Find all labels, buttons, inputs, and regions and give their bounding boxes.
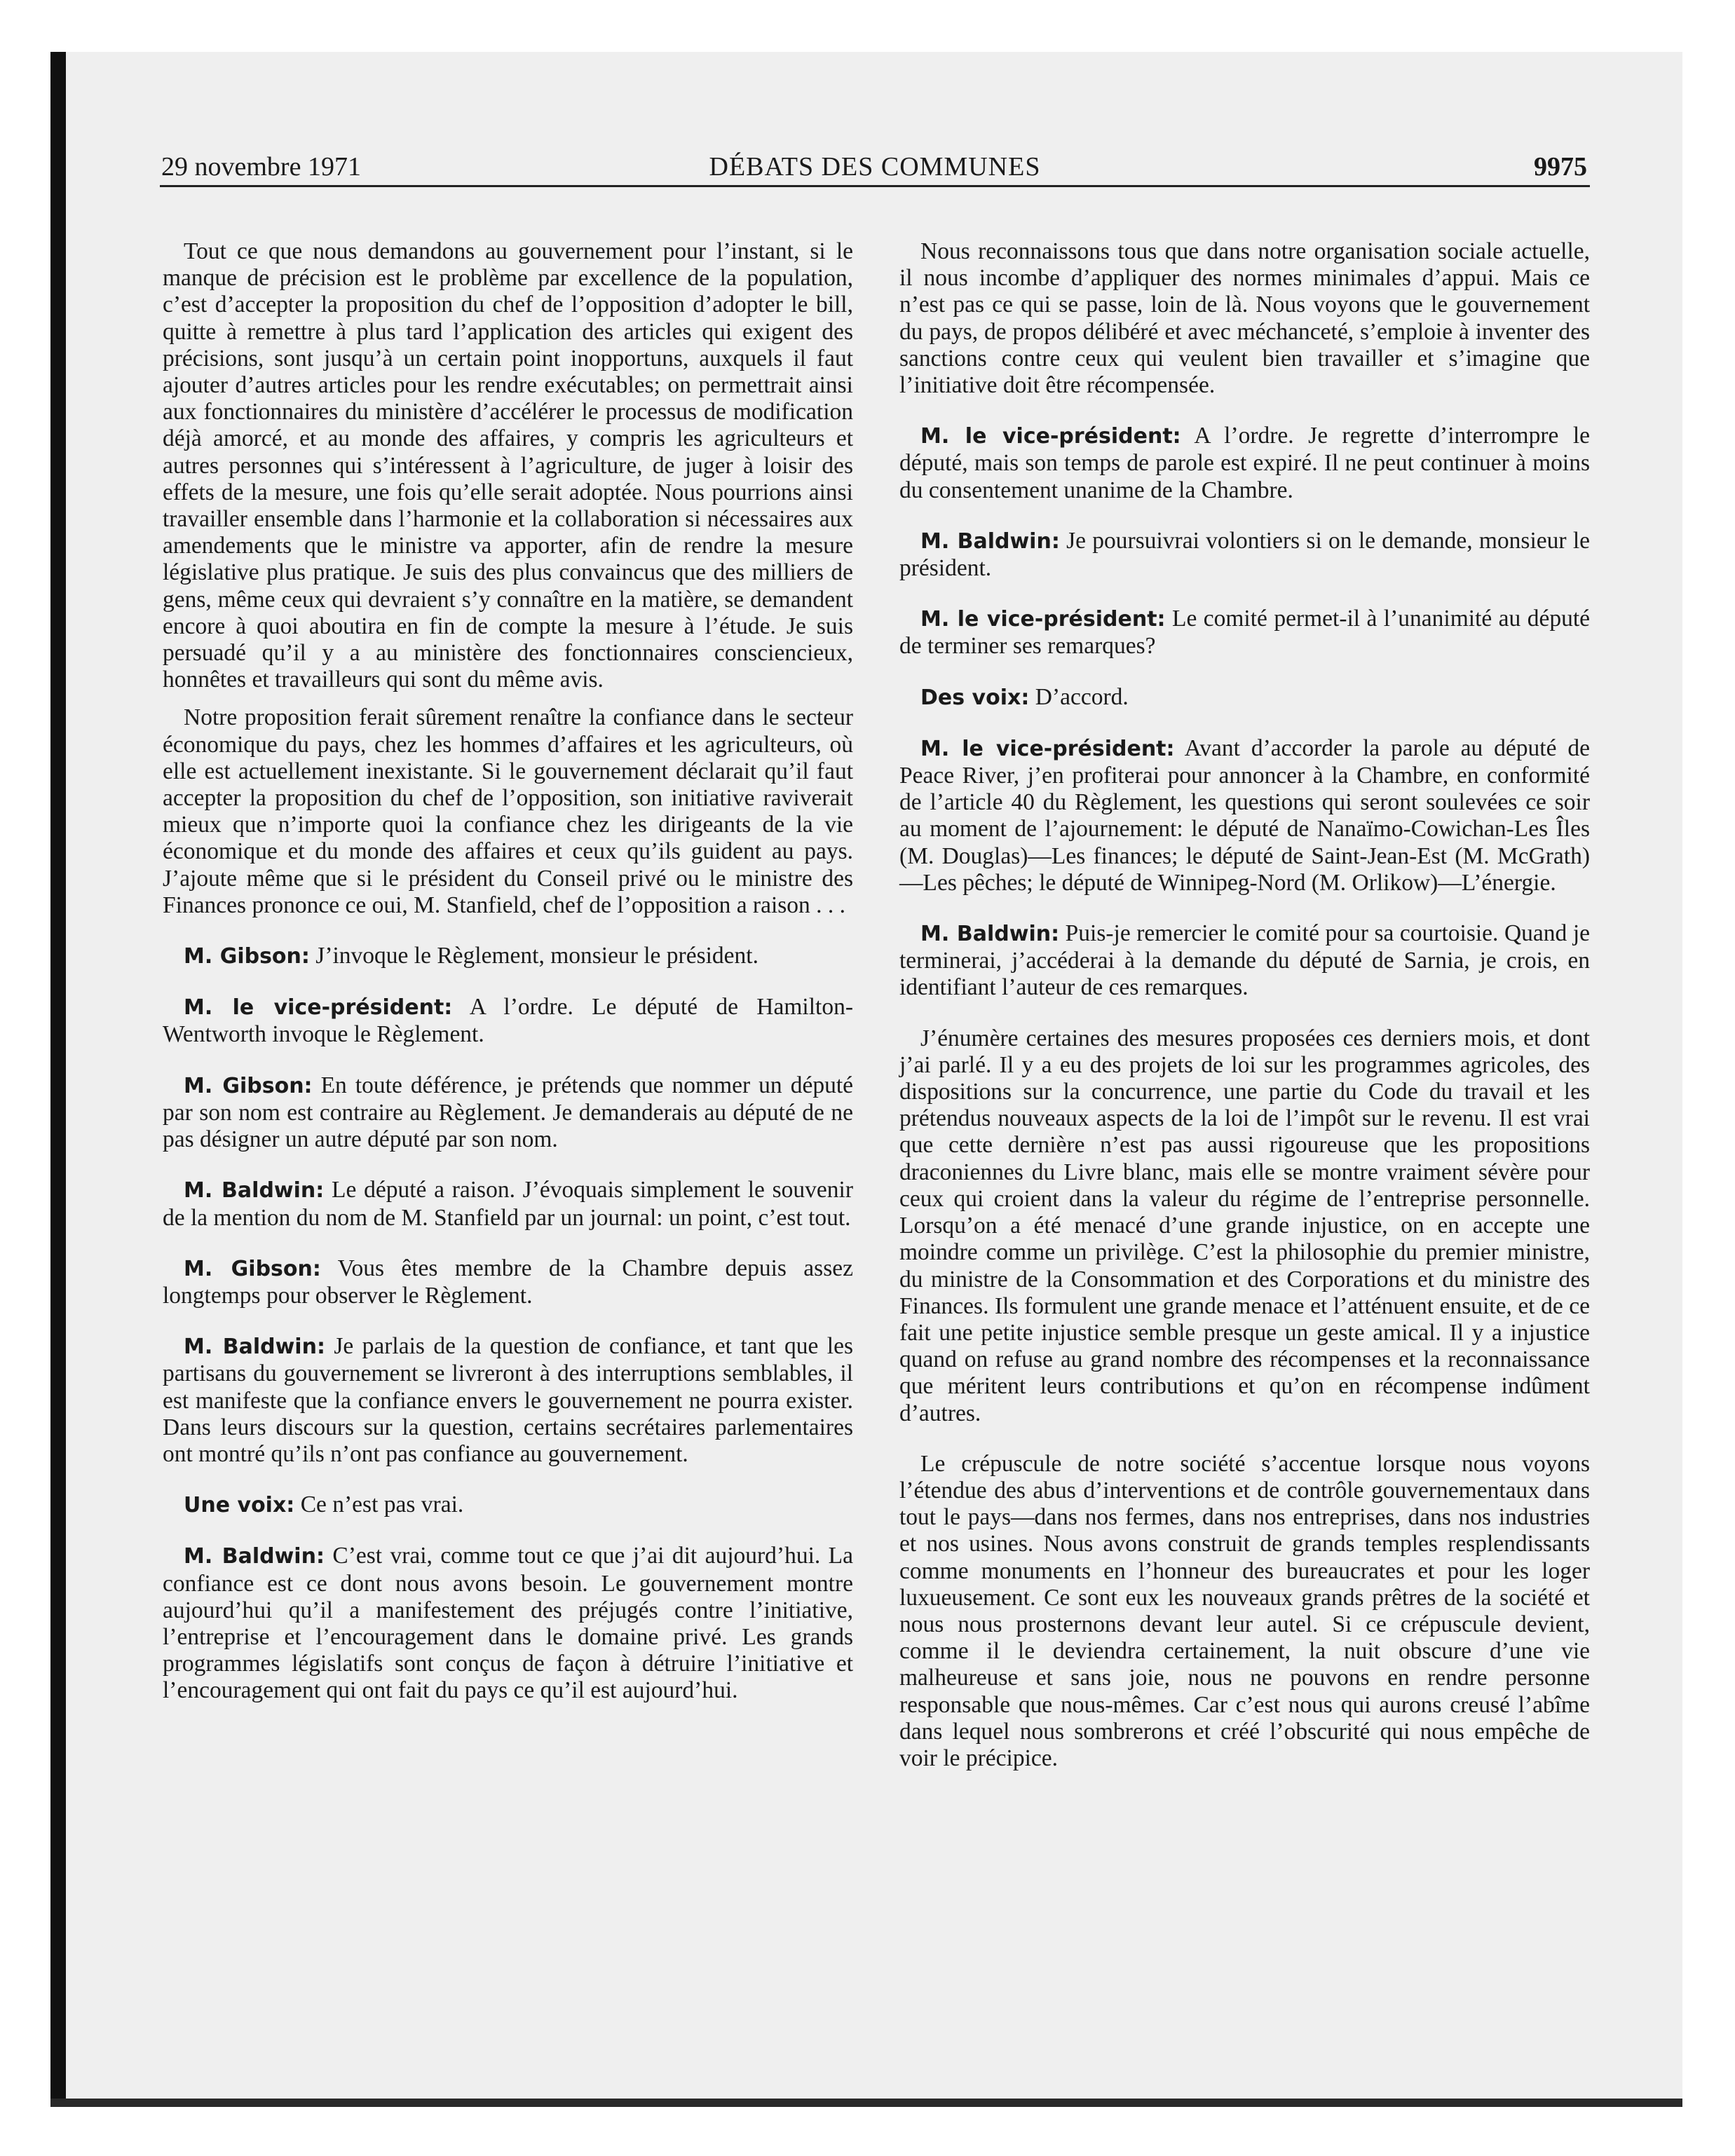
left-column [163,238,853,1728]
paragraph-text: Le crépuscule de notre société s’accentue lorsque nous voyons l’étendue des abus d’interventions et de contrôle gouvernementaux dans tout le pays—dans nos fermes, dans nos entreprises, dans nos industries et nos usines. Nous avons construit de grands temples resplendissants comme monuments en l’honneur des bureaucrates et pour les loger luxueusement. Ce sont eux les nouveaux grands prêtres de la société et nous nous prosternons devant leur autel. Si ce crépuscule devient, comme il le deviendra certainement, la nuit obscure d’une vie malheureuse et sans joie, nous ne pouvons en rendre personne responsable que nous-mêmes. Car c’est nous qui aurons creusé l’abîme dans lequel nous sombrerons et créé l’obscurité qui nous empêche de voir le précipice. [899,1450,1590,1771]
speech-text: Je poursuivrai volontiers si on le demande, monsieur le président. [899,527,1590,582]
speech-text: Je parlais de la question de confiance, et tant que les partisans du gouvernement se livreront à des interruptions semblables, il est manifeste que la confiance envers le gouvernement ne pourra exister. Dans leurs discours sur la question, certains secrétaires parlementaires ont montré qu’ils n’ont pas confiance au gouvernement. [163,1333,853,1467]
speech-text: C’est vrai, comme tout ce que j’ai dit aujourd’hui. La confiance est ce dont nous avons besoin. Le gouvernement montre aujourd’hui qu’il a manifestement des préjugés contre l’initiative, l’entreprise et l’encouragement dans le domaine privé. Les grands programmes législatifs sont conçus de façon à détruire l’initiative et l’encouragement qui ont fait du pays ce qu’il est aujourd’hui. [163,1543,853,1704]
speaker-name: M. Baldwin: [184,1544,325,1569]
speech-text: D’accord. [1035,683,1129,710]
speech-paragraph [899,528,1590,582]
speech-paragraph [899,684,1590,711]
speech-text: Le député a raison. J’évoquais simplement le souvenir de la mention du nom de M. Stanfield par un journal: un point, c’est tout. [163,1177,854,1231]
paragraph-text: J’énumère certaines des mesures proposées ces derniers mois, et dont j’ai parlé. Il y a eu des projets de loi sur les programmes agricoles, des dispositions sur la concurrence, une partie du Code du travail et les prétendus nouveaux aspects de la loi de l’impôt sur le revenu. Il est vrai que cette dernière n’est pas aussi rigoureuse que les propositions draconiennes du Livre blanc, mais elle se montre vraiment sévère pour ceux qui croient dans la valeur du régime de l’entreprise personnelle. Lorsqu’on a été menacé d’une grande injustice, on en accepte une moindre comme un privilège. C’est la philosophie du premier ministre, du ministre de la Consommation et des Corporations et du ministre des Finances. Ils formulent une grande menace et l’atténuent ensuite, et de ce fait une petite injustice semble presque un geste amical. Il y a injustice quand on refuse au grand nombre des récompenses et la reconnaissance que méritent leurs contributions et qu’on en récompense indûment d’autres. [899,1025,1590,1426]
speech-paragraph [163,1333,853,1468]
speaker-name: M. Baldwin: [184,1335,325,1360]
speaker-name: Une voix: [184,1493,295,1518]
scan-left-edge [50,52,66,2107]
speaker-name: M. Gibson: [184,1073,313,1098]
speech-text: Le comité permet-il à l’unanimité au député de terminer ses remarques? [899,606,1590,660]
scan-bottom-edge [50,2099,1682,2107]
speech-text: En toute déférence, je prétends que nommer un député par son nom est contraire au Règlement. Je demanderais au député de ne pas désigner un autre député par son nom. [163,1072,854,1153]
paragraph [899,1451,1590,1772]
paragraph [899,1025,1590,1427]
speaker-name: M. le vice-président: [920,736,1175,761]
speech-paragraph [163,1543,853,1704]
paragraph-text: Nous reconnaissons tous que dans notre organisation sociale actuelle, il nous incombe d’appliquer des normes minimales d’appui. Mais ce n’est pas ce qui se passe, loin de là. Nous voyons que le gouvernement du pays, de propos délibéré et avec méchanceté, s’emploie à inventer des sanctions contre ceux qui veulent bien travailler et s’imagine que l’initiative doit être récompensée. [899,238,1590,399]
speech-paragraph [899,920,1590,1002]
speech-paragraph [899,735,1590,896]
speech-paragraph [163,1492,853,1519]
speech-text: Ce n’est pas vrai. [300,1492,464,1518]
header-title: DÉBATS DES COMMUNES [709,152,1041,182]
header-page-number: 9975 [1534,152,1587,182]
speaker-name: M. le vice-président: [920,424,1181,449]
speech-text: A l’ordre. Je regrette d’interrompre le député, mais son temps de parole est expiré. Il ne peut continuer à moins du consentement unanime de la Chambre. [899,423,1591,503]
speaker-name: Des voix: [920,685,1030,710]
paragraph [899,238,1590,399]
paragraph [163,238,853,693]
page-header [160,147,1590,187]
speaker-name: M. Gibson: [184,1256,321,1281]
speaker-name: M. Gibson: [184,944,310,969]
speech-text: Vous êtes membre de la Chambre depuis assez longtemps pour observer le Règlement. [163,1255,853,1309]
speech-text: A l’ordre. Le député de Hamilton-Wentworth invoque le Règlement. [163,994,854,1048]
speech-paragraph [163,994,853,1048]
speaker-name: M. Baldwin: [920,528,1060,554]
speaker-name: M. le vice-président: [920,607,1166,632]
speech-text: J’invoque le Règlement, monsieur le président. [315,943,758,969]
speech-paragraph [163,1072,853,1154]
speech-paragraph [163,1177,853,1231]
speech-paragraph [899,606,1590,660]
speech-text: Avant d’accorder la parole au député de Peace River, j’en profiterai pour annoncer à la Chambre, en conformité de l’article 40 du Règlement, les questions qui seront soulevées ce soir au moment de l’ajournement: le député de Nanaïmo-Cowichan-Les Îles (M. Douglas)—Les finances; le député de Saint-Jean-Est (M. McGrath)—Les pêches; le député de Winnipeg-Nord (M. Orlikow)—L’énergie. [899,735,1590,896]
speech-paragraph [899,423,1590,504]
speech-text: Puis-je remercier le comité pour sa courtoisie. Quand je terminerai, j’accéderai à la demande du député de Sarnia, je crois, en identifiant l’auteur de ces remarques. [899,920,1590,1001]
speech-paragraph [163,943,853,970]
speaker-name: M. Baldwin: [184,1178,325,1203]
speech-paragraph [163,1255,853,1309]
right-column [899,238,1590,1796]
header-date: 29 novembre 1971 [161,152,361,182]
paragraph-text: Notre proposition ferait sûrement renaître la confiance dans le secteur économique du pays, chez les hommes d’affaires et les agriculteurs, où elle est actuellement inexistante. Si le gouvernement déclarait qu’il faut accepter la proposition du chef de l’opposition, son initiative raviverait mieux que n’importe quoi la confiance chez les dirigeants de la vie économique et du monde des affaires et ceux qu’ils guident au pays. J’ajoute même que si le président du Conseil privé ou le ministre des Finances prononce ce oui, M. Stanfield, chef de l’opposition a raison . . . [163,704,853,918]
paragraph [163,704,853,919]
speaker-name: M. Baldwin: [920,922,1060,947]
paragraph-text: Tout ce que nous demandons au gouvernement pour l’instant, si le manque de précision est le problème par excellence de la population, c’est d’accepter la proposition du chef de l’opposition d’adopter le bill, quitte à remettre à plus tard l’application des articles qui exigent des précisions, sont jusqu’à un certain point inopportuns, auxquels il faut ajouter d’autres articles pour les rendre exécutables; on permettrait ainsi aux fonctionnaires du ministère d’accélérer le processus de modification déjà amorcé, et au monde des affaires, y compris les agriculteurs et autres personnes qui s’intéressent à l’agriculture, de juger à loisir des effets de la mesure, une fois qu’elle serait adoptée. Nous pourrions ainsi travailler ensemble dans l’harmonie et la collaboration si nécessaires aux amendements que le ministre va apporter, afin de rendre la mesure législative plus pratique. Je suis des plus convaincus que des milliers de gens, même ceux qui devraient s’y connaître en la matière, se demandent encore à quoi aboutira en fin de compte la mesure à l’étude. Je suis persuadé qu’il y a au ministère des fonctionnaires consciencieux, honnêtes et travailleurs qui sont du même avis. [163,238,853,693]
speaker-name: M. le vice-président: [184,995,453,1021]
